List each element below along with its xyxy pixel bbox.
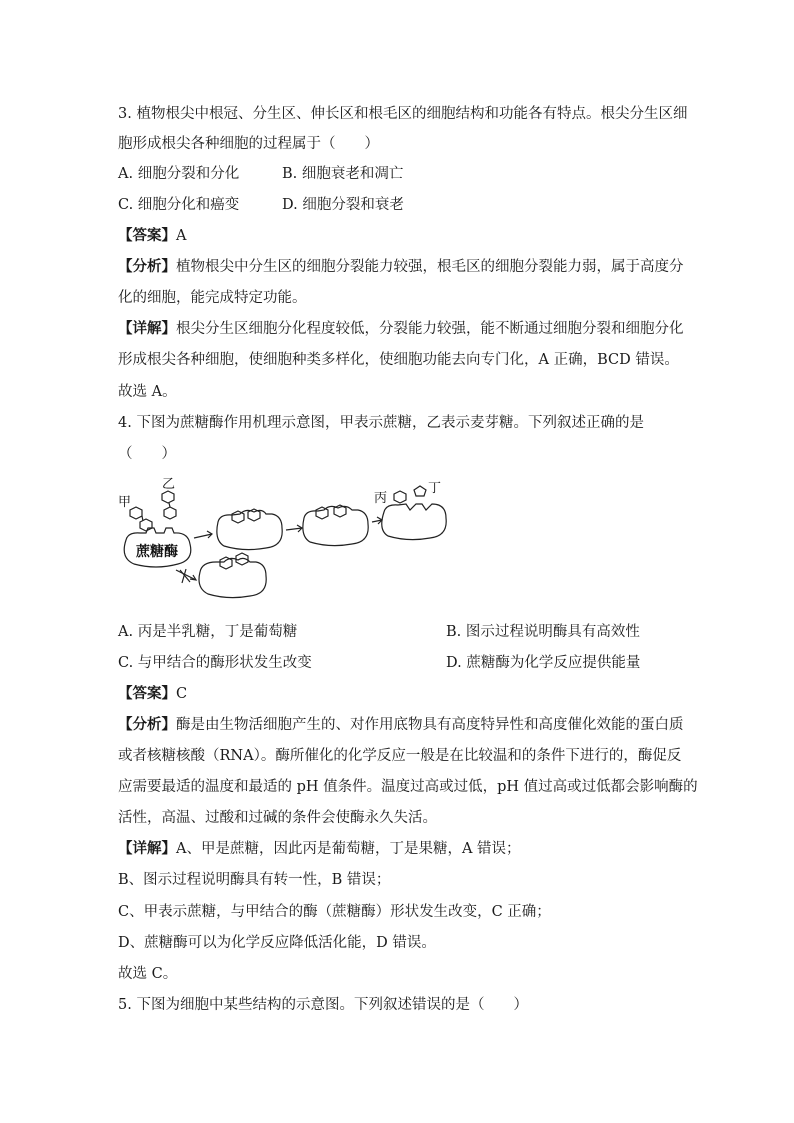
q4-option-a: A. 丙是半乳糖，丁是葡萄糖 <box>118 624 298 640</box>
substrate-hexagon <box>232 511 244 523</box>
q3-conclusion: 故选 A。 <box>118 384 177 400</box>
analysis-text: 酶是由生物活细胞产生的、对作用底物具有高度特异性和高度催化效能的蛋白质 <box>176 717 684 733</box>
q4-option-b: B. 图示过程说明酶具有高效性 <box>446 624 640 640</box>
label-yi: 乙 <box>162 477 176 492</box>
q4-detail-line3: C、甲表示蔗糖，与甲结合的酶（蔗糖酶）形状发生改变，C 正确； <box>118 904 551 920</box>
enzyme-shape <box>199 558 266 597</box>
label-ding: 丁 <box>428 481 442 496</box>
q4-option-d: D. 蔗糖酶为化学反应提供能量 <box>446 655 641 671</box>
q4-analysis-line1 <box>118 715 684 735</box>
q5-stem-line1: 5. 下图为细胞中某些结构的示意图。下列叙述错误的是（ ） <box>118 997 528 1013</box>
substrate-hexagon <box>220 557 232 569</box>
q3-analysis-line1 <box>118 257 684 277</box>
answer-value: C <box>176 686 188 702</box>
detail-tag: 【详解】 <box>118 840 176 857</box>
q4-option-c: C. 与甲结合的酶形状发生改变 <box>118 655 312 671</box>
analysis-tag: 【分析】 <box>118 258 176 275</box>
q3-answer <box>118 226 186 246</box>
product-pentagon <box>414 486 426 496</box>
substrate-hexagon <box>164 507 176 519</box>
q4-analysis-line4: 活性，高温、过酸和过碱的条件会使酶永久失活。 <box>118 810 437 826</box>
answer-tag: 【答案】 <box>118 685 176 702</box>
q3-detail-line2: 形成根尖各种细胞，使细胞种类多样化，使细胞功能去向专门化，A 正确，BCD 错误。 <box>118 352 679 368</box>
q4-detail-line2: B、图示过程说明酶具有转一性，B 错误； <box>118 872 391 888</box>
q4-conclusion: 故选 C。 <box>118 966 178 982</box>
q4-analysis-line3: 应需要最适的温度和最适的 pH 值条件。温度过高或过低，pH 值过高或过低都会影响酶的 <box>118 779 698 795</box>
q4-answer <box>118 684 187 704</box>
q4-stem-line2: （ ） <box>118 446 176 462</box>
q3-stem-line1: 3. 植物根尖中根冠、分生区、伸长区和根毛区的细胞结构和功能各有特点。根尖分生区细 <box>118 106 688 122</box>
q3-stem-line2: 胞形成根尖各种细胞的过程属于（ ） <box>118 136 379 152</box>
enzyme-shape <box>382 504 446 540</box>
analysis-text: 植物根尖中分生区的细胞分裂能力较强，根毛区的细胞分裂能力弱，属于高度分 <box>176 259 684 275</box>
q3-detail-line1 <box>118 319 684 339</box>
q4-analysis-line2: 或者核糖核酸（RNA）。酶所催化的化学反应一般是在比较温和的条件下进行的，酶促反 <box>118 748 682 764</box>
detail-text: 根尖分生区细胞分化程度较低，分裂能力较强，能不断通过细胞分裂和细胞分化 <box>176 321 684 337</box>
enzyme-shape <box>303 506 368 545</box>
substrate-hexagon <box>316 507 328 519</box>
substrate-hexagon <box>162 491 174 503</box>
q3-analysis-line2: 化的细胞，能完成特定功能。 <box>118 290 307 306</box>
enzyme-shape <box>217 510 282 549</box>
substrate-hexagon <box>130 507 142 519</box>
substrate-hexagon <box>248 509 260 521</box>
label-bing: 丙 <box>374 491 388 506</box>
detail-text: A、甲是蔗糖，因此丙是葡萄糖，丁是果糖，A 错误； <box>176 841 521 857</box>
analysis-tag: 【分析】 <box>118 716 176 733</box>
answer-value: A <box>176 228 187 244</box>
q4-detail-line4: D、蔗糖酶可以为化学反应降低活化能，D 错误。 <box>118 935 436 951</box>
q4-detail-line1 <box>118 839 521 859</box>
q3-option-b: B. 细胞衰老和凋亡 <box>282 166 404 182</box>
q3-option-a: A. 细胞分裂和分化 <box>118 166 240 182</box>
q3-option-d: D. 细胞分裂和衰老 <box>282 197 404 213</box>
substrate-hexagon <box>140 519 152 531</box>
enzyme-label: 蔗糖酶 <box>136 544 178 560</box>
enzyme-mechanism-figure <box>116 476 456 610</box>
detail-tag: 【详解】 <box>118 320 176 337</box>
product-hexagon <box>394 491 406 503</box>
label-jia: 甲 <box>118 495 132 510</box>
q3-option-c: C. 细胞分化和癌变 <box>118 197 240 213</box>
answer-tag: 【答案】 <box>118 227 176 244</box>
q4-stem-line1: 4. 下图为蔗糖酶作用机理示意图，甲表示蔗糖，乙表示麦芽糖。下列叙述正确的是 <box>118 415 644 431</box>
